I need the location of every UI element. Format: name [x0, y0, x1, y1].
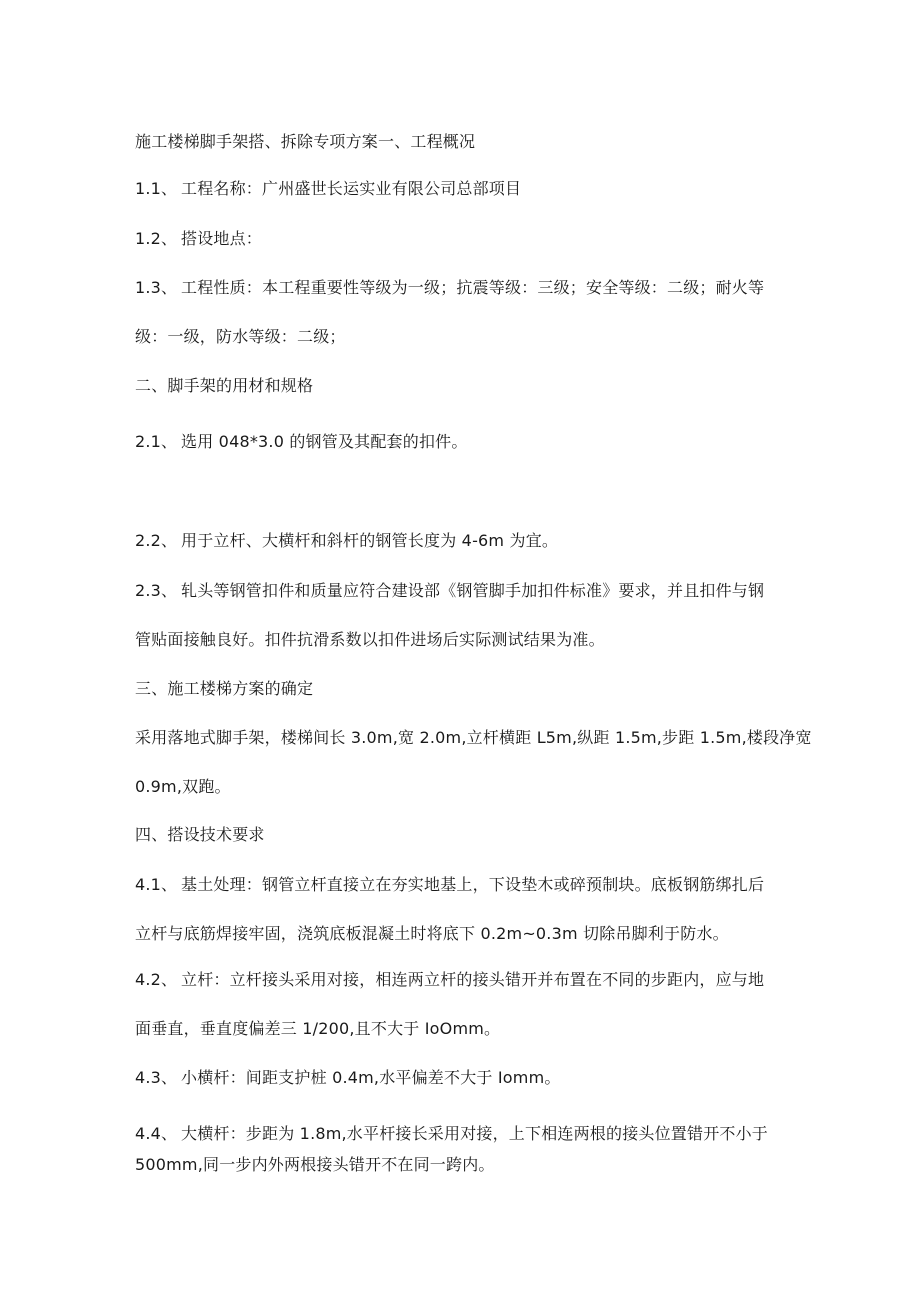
item-number: 1.2、	[135, 229, 178, 248]
item-text: 选用 048*3.0 的钢管及其配套的扣件。	[181, 432, 468, 451]
paragraph-4-2	[135, 969, 764, 991]
section-heading-4: 四、搭设技术要求	[135, 825, 265, 844]
item-number: 1.3、	[135, 278, 178, 297]
item-number: 2.2、	[135, 531, 178, 550]
item-number: 4.4、	[135, 1124, 178, 1143]
item-text: 小横杆：间距支护桩 0.4m,水平偏差不大于 Iomm。	[181, 1068, 561, 1087]
paragraph-4-3	[135, 1067, 561, 1089]
paragraph-2-2	[135, 530, 558, 552]
item-text: 基土处理：钢管立杆直接立在夯实地基上，下设垫木或碎预制块。底板钢筋绑扎后	[181, 875, 765, 894]
paragraph-1-1	[135, 178, 521, 200]
section-heading-3: 三、施工楼梯方案的确定	[135, 679, 314, 698]
item-text: 大横杆：步距为 1.8m,水平杆接长采用对接，上下相连两根的接头位置错开不小于	[181, 1124, 769, 1143]
paragraph-continuation: 立杆与底筋焊接牢固，浇筑底板混凝土时将底下 0.2m~0.3m 切除吊脚利于防水。	[135, 924, 729, 943]
item-number: 2.3、	[135, 581, 178, 600]
item-text: 轧头等钢管扣件和质量应符合建设部《钢管脚手加扣件标准》要求，并且扣件与钢	[181, 581, 765, 600]
paragraph-continuation: 500mm,同一步内外两根接头错开不在同一跨内。	[135, 1155, 495, 1174]
document-title: 施工楼梯脚手架搭、拆除专项方案一、工程概况	[135, 132, 476, 151]
paragraph-2-3	[135, 580, 764, 602]
item-number: 4.2、	[135, 970, 178, 989]
paragraph-1-2	[135, 228, 262, 250]
paragraph-plan: 采用落地式脚手架，楼梯间长 3.0m,宽 2.0m,立杆横距 L5m,纵距 1.5m,步距 1.5m,楼段净宽	[135, 728, 812, 747]
item-text: 工程性质：本工程重要性等级为一级；抗震等级：三级；安全等级：二级；耐火等	[181, 278, 765, 297]
paragraph-4-1	[135, 874, 764, 896]
item-text: 用于立杆、大横杆和斜杆的钢管长度为 4-6m 为宜。	[181, 531, 559, 550]
paragraph-continuation: 0.9m,双跑。	[135, 777, 231, 796]
item-number: 2.1、	[135, 432, 178, 451]
item-text: 工程名称：广州盛世长运实业有限公司总部项目	[181, 179, 522, 198]
item-number: 1.1、	[135, 179, 178, 198]
paragraph-1-3	[135, 277, 764, 299]
item-text: 搭设地点：	[181, 229, 263, 248]
item-number: 4.1、	[135, 875, 178, 894]
paragraph-2-1	[135, 431, 468, 453]
section-heading-2: 二、脚手架的用材和规格	[135, 376, 314, 395]
item-number: 4.3、	[135, 1068, 178, 1087]
item-text: 立杆：立杆接头采用对接，相连两立杆的接头错开并布置在不同的步距内，应与地	[181, 970, 765, 989]
paragraph-continuation: 管贴面接触良好。扣件抗滑系数以扣件进场后实际测试结果为准。	[135, 630, 605, 649]
paragraph-continuation: 面垂直，垂直度偏差三 1/200,且不大于 IoOmm。	[135, 1019, 501, 1038]
paragraph-4-4	[135, 1123, 768, 1145]
paragraph-continuation: 级：一级，防水等级：二级；	[135, 327, 346, 346]
